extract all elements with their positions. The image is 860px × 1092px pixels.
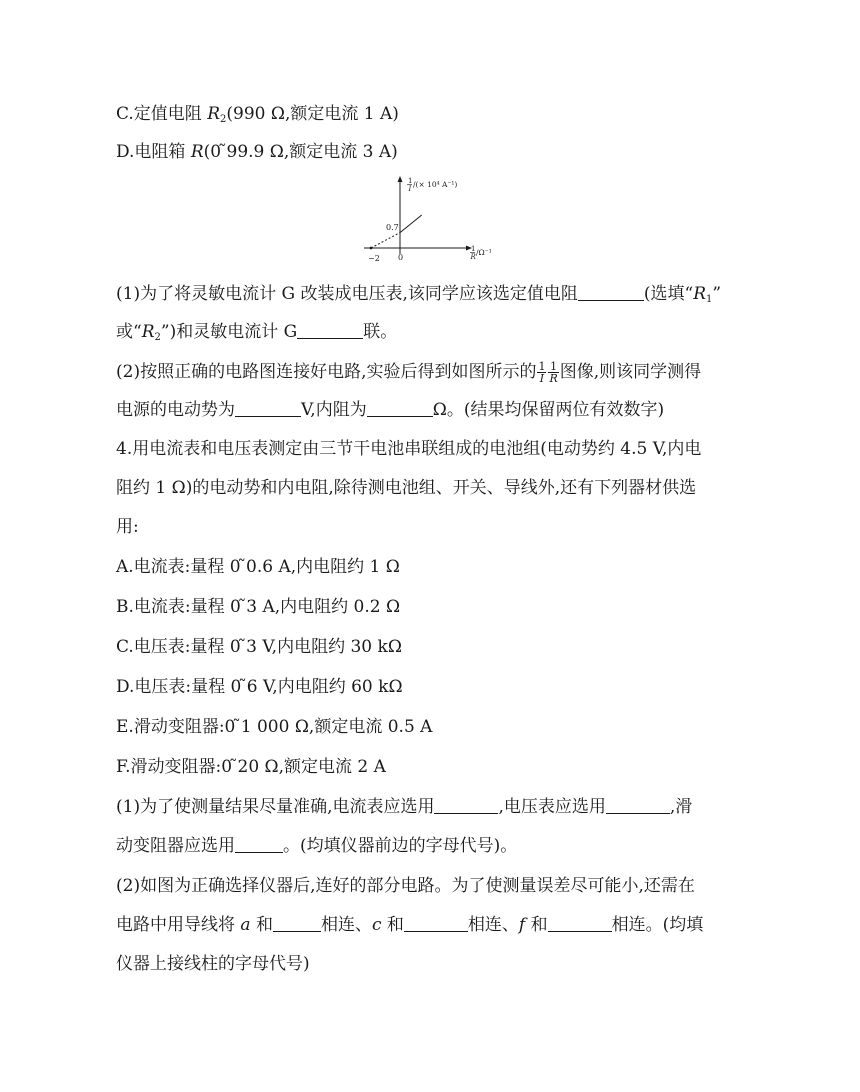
q4-stem-line1: 4.用电流表和电压表测定由三节干电池串联组成的电池组(电动势约 4.5 V,内电 [116, 439, 702, 459]
fraction-1-over-i: $\frac{1}{I}$ [538, 360, 546, 385]
q4-option-e: E.滑动变阻器:0 ̃1 000 Ω,额定电流 0.5 A [116, 717, 433, 737]
q4-part2-line3: 仪器上接线柱的字母代号) [116, 954, 310, 974]
q3-part1-line2: 或“$R_2$”)和灵敏电流计 G 联。 [116, 322, 398, 343]
q4-part2-line2: 电路中用导线将 a 和 相连、c 和 相连、f 和 相连。(均填 [116, 915, 704, 935]
x-axis-frac-den: R [470, 253, 476, 261]
var-r: R [190, 142, 204, 162]
q4-stem-line2: 阻约 1 Ω)的电动势和内电阻,除待测电池组、开关、导线外,还有下列器材供选 [116, 478, 697, 498]
q3-part2-line1: (2)按照正确的电路图连接好电路,实验后得到如图所示的 $\frac{1}{I}$ $\frac{1}{R}$ 图像,则该同学测得 [116, 360, 702, 385]
answer-blank[interactable] [578, 282, 644, 301]
answer-blank[interactable] [235, 398, 301, 417]
x-axis-frac-num: 1 [471, 245, 476, 253]
q4-option-a: A.电流表:量程 0 ̃0.6 A,内电阻约 1 Ω [116, 557, 400, 577]
intercept-label: 0.7 [386, 223, 399, 232]
option-c-resistor: C.定值电阻 $R_2(990$ Ω,额定电流 1 A) [116, 104, 399, 125]
answer-blank[interactable] [548, 913, 612, 932]
var-r: R [207, 104, 221, 124]
q4-part1-line2: 动变阻器应选用 。(均填仪器前边的字母代号)。 [116, 836, 518, 856]
q4-part1-line1: (1)为了使测量结果尽量准确,电流表应选用 ,电压表应选用 ,滑 [116, 797, 693, 817]
y-axis-frac-num: 1 [408, 177, 413, 185]
answer-blank[interactable] [297, 320, 363, 339]
answer-blank[interactable] [606, 795, 670, 814]
x-axis-label: /Ω⁻¹ [476, 248, 492, 257]
q3-part2-line2: 电源的电动势为 V,内阻为 Ω。(结果均保留两位有效数字) [116, 400, 665, 420]
inverse-current-graph [360, 174, 500, 264]
intercept-point [370, 247, 373, 250]
option-d-resistance-box: D.电阻箱 R(0 ̃99.9 Ω,额定电流 3 A) [116, 142, 398, 162]
y-axis-frac-den: I [408, 185, 412, 193]
answer-blank[interactable] [273, 913, 321, 932]
neg-x-label: −2 [368, 254, 380, 263]
fraction-1-over-r: $\frac{1}{R}$ [549, 360, 558, 385]
q4-option-f: F.滑动变阻器:0 ̃20 Ω,额定电流 2 A [116, 757, 386, 777]
answer-blank[interactable] [434, 795, 498, 814]
q3-part1-line1: (1)为了将灵敏电流计 G 改装成电压表,该同学应该选定值电阻 (选填“$R_1$” [116, 284, 722, 305]
q4-option-c: C.电压表:量程 0 ̃3 V,内电阻约 30 kΩ [116, 637, 402, 657]
subscript: 2 [220, 114, 227, 125]
q4-option-b: B.电流表:量程 0 ̃3 A,内电阻约 0.2 Ω [116, 597, 401, 617]
y-axis-arrow [398, 176, 403, 182]
answer-blank[interactable] [235, 834, 283, 853]
y-axis-label: /(× 10⁴ A⁻¹) [413, 180, 458, 189]
data-line [400, 215, 422, 233]
q4-stem-line3: 用: [116, 517, 139, 537]
answer-blank[interactable] [404, 913, 468, 932]
origin-label: 0 [398, 253, 404, 262]
q4-option-d: D.电压表:量程 0 ̃6 V,内电阻约 60 kΩ [116, 677, 403, 697]
answer-blank[interactable] [367, 398, 433, 417]
q4-part2-line1: (2)如图为正确选择仪器后,连好的部分电路。为了使测量误差尽可能小,还需在 [116, 876, 695, 896]
dashed-extension-line [371, 233, 400, 248]
